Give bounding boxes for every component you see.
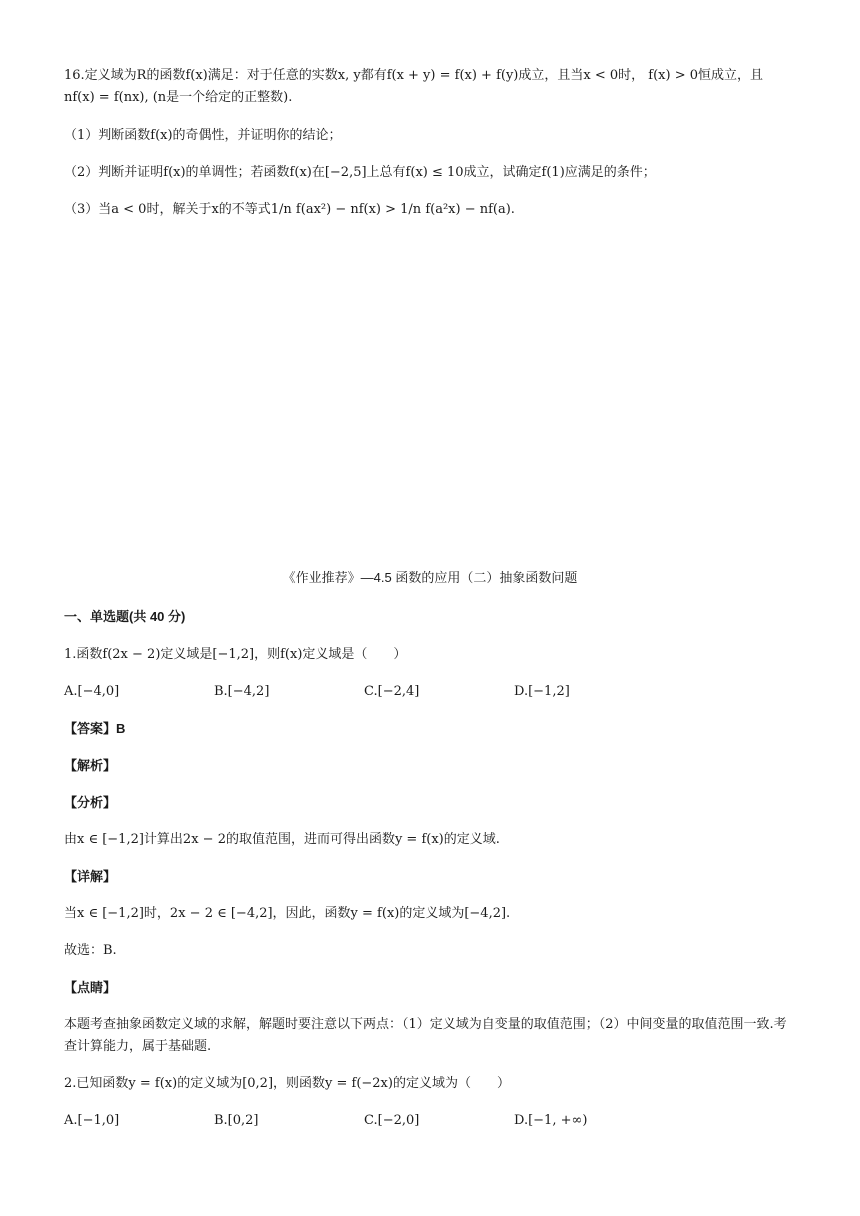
q16-part3: （3）当a < 0时，解关于x的不等式1/n f(ax²) − nf(x) > 1/n f(a²x) − nf(a). <box>64 202 515 217</box>
q16-part1: （1）判断函数f(x)的奇偶性，并证明你的结论； <box>64 128 342 143</box>
q1-fenxi-text: 由x ∈ [−1,2]计算出2x − 2的取值范围，进而可得出函数y = f(x)的定义域. <box>64 832 500 847</box>
q1-option-a: A.[−4,0] <box>64 684 120 699</box>
section-title: 《作业推荐》—4.5 函数的应用（二）抽象函数问题 <box>282 570 578 585</box>
q1-option-d: D.[−1,2] <box>514 684 570 699</box>
q1-stem: 1.函数f(2x − 2)定义域是[−1,2]，则f(x)定义域是（ ） <box>64 647 407 662</box>
q16-stem-line2: nf(x) = f(nx), (n是一个给定的正整数). <box>64 90 293 105</box>
q1-detail-label: 【详解】 <box>64 869 117 884</box>
q1-fenxi-label: 【分析】 <box>64 795 117 810</box>
q2-stem: 2.已知函数y = f(x)的定义域为[0,2]，则函数y = f(−2x)的定义域为（ ） <box>64 1076 510 1091</box>
q1-comment-line2: 查计算能力，属于基础题. <box>64 1039 212 1054</box>
q1-option-b: B.[−4,2] <box>214 684 270 699</box>
section-heading: 一、单选题(共 40 分) <box>64 609 186 624</box>
q2-option-b: B.[0,2] <box>214 1113 259 1128</box>
q1-comment-label: 【点睛】 <box>64 980 117 995</box>
q1-comment-line1: 本题考查抽象函数定义域的求解，解题时要注意以下两点：（1）定义域为自变量的取值范围；（2）中间变量的取值范围一致.考 <box>64 1017 787 1032</box>
q1-choose: 故选：B. <box>64 943 117 958</box>
q1-detail-text: 当x ∈ [−1,2]时，2x − 2 ∈ [−4,2]，因此，函数y = f(x)的定义域为[−4,2]. <box>64 906 511 921</box>
q1-analysis-label: 【解析】 <box>64 758 117 773</box>
q2-option-d: D.[−1, +∞) <box>514 1113 588 1128</box>
q1-answer: 【答案】B <box>64 721 126 736</box>
q2-option-c: C.[−2,0] <box>364 1113 420 1128</box>
q2-option-a: A.[−1,0] <box>64 1113 120 1128</box>
q1-option-c: C.[−2,4] <box>364 684 420 699</box>
q16-stem-line1: 16.定义域为R的函数f(x)满足：对于任意的实数x, y都有f(x + y) = f(x) + f(y)成立，且当x < 0时， f(x) > 0恒成立，且 <box>64 68 763 83</box>
q16-part2: （2）判断并证明f(x)的单调性；若函数f(x)在[−2,5]上总有f(x) ≤ 10成立，试确定f(1)应满足的条件； <box>64 165 656 180</box>
